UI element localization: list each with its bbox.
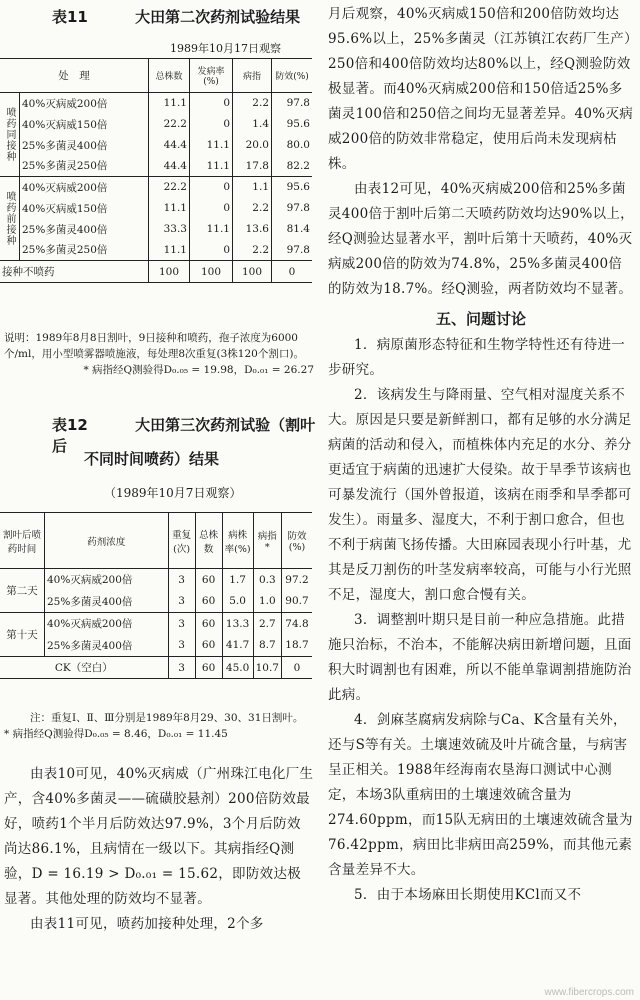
table12-ck-row [0,657,312,679]
paragraph: 由表11可见，喷药加接种处理，2个多 [30,916,264,932]
discussion-item: 2．该病发生与降雨量、空气相对湿度关系不大。原因是只要是新鲜割口，都有足够的水分满足病菌的活动和侵入，而植株体内充足的水分、养分更适宜于病菌的迅速扩大侵染。故于旱季节该病也可暴发流行（国外曾报道，该病在雨季和旱季都可发生）。雨量多、湿度大，不利于割口愈合，但也不利于病菌飞扬传播。大田麻园表现小行叶基，尤其是反刀割伤的叶茎发病率较高，可能与小行光照不足，湿度大，割口愈合慢有关。 [328,387,632,603]
table-cell: CK（空白） [54,662,113,674]
table-cell: 97.8 [272,93,313,114]
table-row [0,114,312,135]
table12-title-cont: 不同时间喷药）结果 [84,450,220,468]
table12-note: 注：重复Ⅰ、Ⅱ、Ⅲ分别是1989年8月29、30、31日割叶。 [30,712,304,724]
table-cell: 11.1 [190,219,233,240]
table-cell: 11.1 [190,135,233,156]
table12-header-row [0,513,312,569]
table-row [0,569,312,591]
table12-label: 表12 [52,416,88,434]
table11-header: 防效(%) [272,59,313,93]
table-cell: 1.1 [233,177,272,198]
table11-header: 病指 [233,59,272,93]
table-cell: 2.7 [253,613,281,635]
table-cell: 44.4 [149,135,190,156]
right-body-text [328,2,634,908]
table-cell: 60 [195,591,222,613]
table12-group-label: 第十天 [6,629,38,641]
table-cell: 0 [190,240,233,261]
table-cell: 80.0 [272,135,313,156]
table-cell: 40%灭病威200倍 [45,569,169,591]
discussion-item: 4．剑麻茎腐病发病除与Ca、K含量有关外，还与S等有关。土壤速效硫及叶片硫含量，与病害呈正相关。1988年经海南农垦海口测试中心测定，本场3队重病田的土壤速效硫含量为274.60ppm，而15队无病田的土壤速效硫含量为76.42ppm，病田比非病田高259%，而其他元素含量差异不大。 [328,712,633,878]
table-cell: 97.8 [272,240,313,261]
table-row [0,613,312,635]
table11-ck-row [0,261,312,283]
table11-title: 大田第二次药剂试验结果 [135,8,301,26]
table-row [0,93,312,114]
table11-header-row [0,59,312,93]
table-cell: 74.8 [282,613,313,635]
table-cell: 25%多菌灵400倍 [45,635,169,657]
table12 [0,512,312,679]
table-cell: 3 [168,591,195,613]
table-cell: 2.2 [233,240,272,261]
table-cell: 95.6 [272,114,313,135]
table-cell: 60 [195,569,222,591]
table-cell: 10.7 [253,657,281,679]
watermark: www.fibercrops.com [544,987,634,998]
table-cell: 90.7 [282,591,313,613]
paragraph: 由表10可见，40%灭病威（广州珠江电化厂生产，含40%多菌灵——硫磺胶悬剂）200倍防效最好，喷药1个半月后防效达97.9%，3个月后防效尚达86.1%，且病情在一级以下。其病指经Q测验，D = 16.19 > D₀.₀₁ = 15.62，即防效达极显著。其他处理的防效均不显著。 [4,766,314,907]
table12-header: 重复(次) [168,513,195,569]
table11-group-label: 喷药前接种 [0,177,20,261]
table-row [0,198,312,219]
table12-group-label: 第二天 [6,585,38,597]
table-cell: 97.8 [272,198,313,219]
table-cell: 20.0 [233,135,272,156]
table11-notes [4,330,314,378]
discussion-item: 1．病原菌形态特征和生物学特性还有待进一步研究。 [328,337,626,378]
table-cell: 3 [168,613,195,635]
table-cell: 40%灭病威200倍 [20,93,149,114]
table-cell: 95.6 [272,177,313,198]
table12-date: （1989年10月7日观察） [104,486,242,500]
table-cell: 3 [168,569,195,591]
table-cell: 25%多菌灵400倍 [45,591,169,613]
table-cell: 0 [190,198,233,219]
table12-header: 防效(%) [282,513,313,569]
paragraph: 月后观察，40%灭病威150倍和200倍防效均达95.6%以上，25%多菌灵（江苏镇江农药厂生产）250倍和400倍防效均达80%以上，经Q测验防效极显著。而40%灭病威200倍和150倍适25%多菌灵100倍和250倍之间均无显著差异。40%灭病威200倍的防效非常稳定，使用后尚未发现病枯株。 [328,6,634,172]
table11-title-line [52,6,300,27]
table-cell: 22.2 [149,177,190,198]
table12-header: 病株率(%) [222,513,253,569]
table-cell: 25%多菌灵250倍 [20,240,149,261]
table-cell: 11.1 [149,198,190,219]
section-heading: 五、问题讨论 [435,310,526,328]
table-cell: 33.3 [149,219,190,240]
table-cell: 17.8 [233,156,272,177]
table-cell: 60 [195,635,222,657]
table12-q-test: * 病指经Q测验得D₀.₀₅ = 8.46，D₀.₀₁ = 11.45 [4,728,228,740]
table-cell: 25%多菌灵400倍 [20,135,149,156]
table-row [0,591,312,613]
table11-header: 总株数 [149,59,190,93]
table12-header: 割叶后喷药时间 [2,529,41,555]
table-cell: 1.0 [253,591,281,613]
table-cell: 18.7 [282,635,313,657]
table-cell: 8.7 [253,635,281,657]
table-cell: 25%多菌灵400倍 [20,219,149,240]
table11-label: 表11 [52,8,88,26]
table12-title: 大田第三次药剂试验（割叶后 [52,416,316,455]
paragraph: 由表12可见，40%灭病威200倍和25%多菌灵400倍于割叶后第二天喷药防效均达90%以上，经Q测验达显著水平，割叶后第十天喷药，40%灭病威200倍的防效为74.8%，25%多菌灵400倍的防效为18.7%。经Q测验，两者防效均不显著。 [328,181,634,297]
table-cell: 接种不喷药 [2,266,55,278]
table-cell: 100 [190,261,233,283]
table11 [0,58,312,283]
table12-header: 病指* [253,513,281,569]
table-cell: 60 [195,613,222,635]
table-cell: 1.7 [222,569,253,591]
discussion-item: 3．调整割叶期只是目前一种应急措施。此措施只治标，不治本，不能解决病田新增问题，且面积大时调割也有困难，所以不能单靠调割措施防治此病。 [328,612,632,703]
table-cell: 40%灭病威150倍 [20,198,149,219]
table-cell: 2.2 [233,93,272,114]
table-row [0,240,312,261]
table-cell: 0 [190,114,233,135]
table11-header: 发病率(%) [190,59,233,93]
table12-header: 药剂浓度 [45,513,169,569]
table-cell: 0.3 [253,569,281,591]
table-cell: 13.6 [233,219,272,240]
table-cell: 11.1 [190,156,233,177]
table-cell: 41.7 [222,635,253,657]
table-cell: 1.4 [233,114,272,135]
table-cell: 97.2 [282,569,313,591]
table-cell: 11.1 [149,93,190,114]
table-cell: 0 [190,93,233,114]
left-body-text [4,762,314,937]
table-row [0,635,312,657]
table-row [0,156,312,177]
table12-notes [4,710,314,742]
table11-date: 1989年10月17日观察 [170,42,281,55]
table-cell: 13.3 [222,613,253,635]
table-cell: 60 [195,657,222,679]
table-cell: 40%灭病威150倍 [20,114,149,135]
table-cell: 44.4 [149,156,190,177]
table-cell: 11.1 [149,240,190,261]
table-row [0,219,312,240]
table-cell: 0 [190,177,233,198]
table-cell: 25%多菌灵250倍 [20,156,149,177]
table-cell: 3 [168,635,195,657]
table12-header: 总株数 [195,513,222,569]
table-row [0,135,312,156]
table11-note: 说明：1989年8月8日割叶，9日接种和喷药，孢子浓度为6000个/ml，用小型喷雾器喷施液，每处理8次重复(3株120个割口)。 [4,332,304,360]
table-row [0,177,312,198]
table-cell: 81.4 [272,219,313,240]
table-cell: 82.2 [272,156,313,177]
table11-group-label: 喷药同接种 [0,93,20,177]
table-cell: 22.2 [149,114,190,135]
table-cell: 40%灭病威200倍 [45,613,169,635]
table-cell: 0 [282,657,313,679]
table-cell: 45.0 [222,657,253,679]
table-cell: 100 [233,261,272,283]
table-cell: 0 [272,261,313,283]
table-cell: 100 [149,261,190,283]
table11-header: 处 理 [58,70,90,82]
table-cell: 3 [168,657,195,679]
table11-q-test: * 病指经Q测验得D₀.₀₅ = 19.98，D₀.₀₁ = 26.27 [83,364,314,376]
table-cell: 5.0 [222,591,253,613]
table-cell: 2.2 [233,198,272,219]
discussion-item: 5．由于本场麻田长期使用KCl而又不 [354,887,582,903]
table-cell: 40%灭病威200倍 [20,177,149,198]
